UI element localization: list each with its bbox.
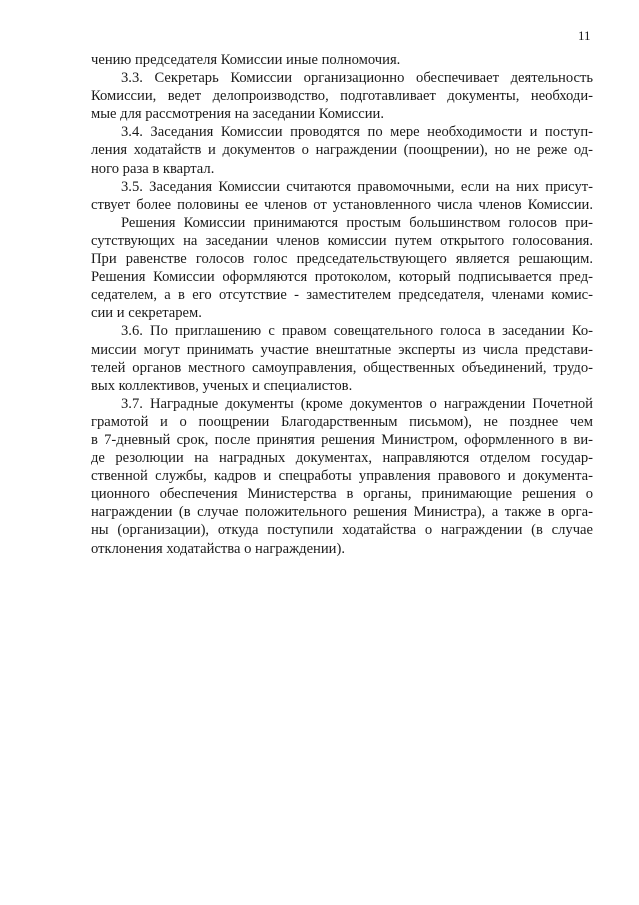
text-line: ционного обеспечения Министерства в органы, принимающие решения о: [91, 486, 593, 503]
text-line: сии и секретарем.: [91, 305, 202, 322]
text-line: сутствующих на заседании членов комиссии путем открытого голосования.: [91, 232, 593, 249]
text-line: ны (организации), откуда поступили ходатайства о награждении (в случае: [91, 522, 593, 539]
text-line: При равенстве голосов голос председательствующего является решающим.: [91, 251, 593, 268]
text-line: телей органов местного самоуправления, общественных объединений, трудо-: [91, 359, 593, 376]
text-line: седателем, а в его отсутствие - заместителем председателя, членами комис-: [91, 287, 593, 304]
text-line: Решения Комиссии оформляются протоколом, который подписывается пред-: [91, 269, 593, 286]
text-line: мые для рассмотрения на заседании Комиссии.: [91, 106, 385, 123]
text-line: 3.7. Наградные документы (кроме документов о награждении Почетной: [121, 395, 593, 412]
text-line: грамотой и о поощрении Благодарственным письмом), не позднее чем: [91, 413, 593, 430]
page-number: 11: [578, 28, 591, 43]
text-line: 3.3. Секретарь Комиссии организационно обеспечивает деятельность: [121, 70, 593, 87]
text-line: награждении (в случае положительного решения Министра), а также в орга-: [91, 504, 593, 521]
text-line: ствует более половины ее членов от установленного числа членов Комиссии.: [91, 196, 593, 213]
text-line: миссии могут принимать участие внештатные эксперты из числа представи-: [91, 341, 593, 358]
text-line: 3.5. Заседания Комиссии считаются правомочными, если на них присут-: [121, 178, 593, 195]
text-line: чению председателя Комиссии иные полномочия.: [91, 52, 401, 68]
text-line: де резолюции на наградных документах, направляются отделом государ-: [91, 450, 593, 467]
text-line: Комиссии, ведет делопроизводство, подготавливает документы, необходи-: [91, 88, 593, 105]
text-line: отклонения ходатайства о награждении).: [91, 540, 346, 557]
text-line: 3.6. По приглашению с правом совещательного голоса в заседании Ко-: [121, 323, 593, 340]
text-line: 3.4. Заседания Комиссии проводятся по мере необходимости и поступ-: [121, 124, 593, 141]
text-line: Решения Комиссии принимаются простым большинством голосов при-: [121, 214, 593, 231]
text-line: вых коллективов, ученых и специалистов.: [91, 377, 353, 394]
document-body: [91, 51, 593, 558]
text-line: ственной службы, кадров и спецработы управления правового и документа-: [91, 468, 593, 485]
text-line: ления ходатайств и документов о награждении (поощрении), но не реже од-: [91, 142, 593, 159]
text-line: в 7-дневный срок, после принятия решения Министром, оформленного в ви-: [91, 431, 593, 448]
text-line: ного раза в квартал.: [91, 160, 215, 177]
